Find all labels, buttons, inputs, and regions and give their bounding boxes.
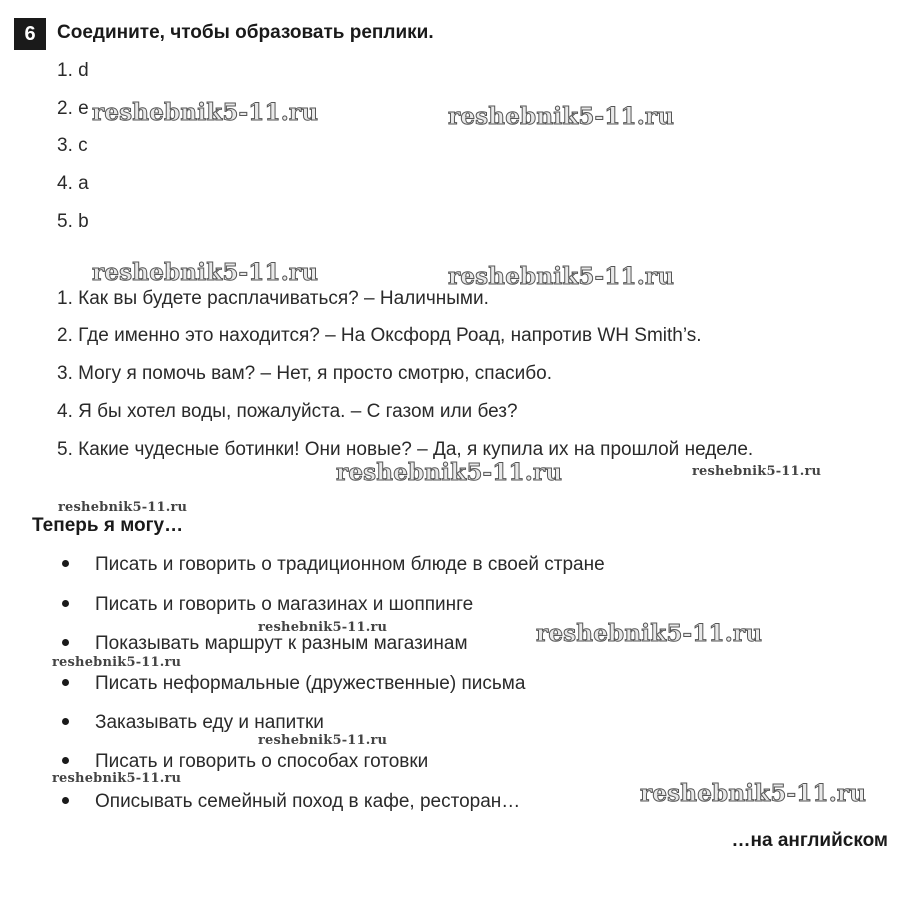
skill-list-item <box>62 672 525 696</box>
match-item: 1. d <box>57 60 89 81</box>
watermark: reshebnik5-11.ru <box>536 620 763 647</box>
match-item: 3. c <box>57 135 88 156</box>
skill-list-item <box>62 632 468 656</box>
match-item: 2. e <box>57 98 89 119</box>
watermark: reshebnik5-11.ru <box>448 103 675 130</box>
watermark: reshebnik5-11.ru <box>692 464 822 479</box>
footer-note: …на английском <box>731 830 888 851</box>
bullet-icon <box>62 639 69 646</box>
dialogue-line: 4. Я бы хотел воды, пожалуйста. – С газом или без? <box>57 401 518 422</box>
bullet-icon <box>62 757 69 764</box>
watermark: reshebnik5-11.ru <box>92 99 319 126</box>
dialogue-line: 1. Как вы будете расплачиваться? – Наличными. <box>57 288 489 309</box>
skill-text: Писать и говорить о традиционном блюде в своей стране <box>95 554 605 575</box>
watermark: reshebnik5-11.ru <box>336 459 563 486</box>
watermark: reshebnik5-11.ru <box>640 780 867 807</box>
skill-list-item <box>62 593 473 617</box>
skill-list-item <box>62 553 605 577</box>
skill-text: Писать и говорить о магазинах и шоппинге <box>95 594 474 615</box>
bullet-icon <box>62 600 69 607</box>
dialogue-line: 3. Могу я помочь вам? – Нет, я просто смотрю, спасибо. <box>57 363 552 384</box>
now-i-can-title: Теперь я могу… <box>32 515 184 536</box>
match-item: 4. a <box>57 173 89 194</box>
skill-text: Писать неформальные (дружественные) письма <box>95 673 526 694</box>
bullet-icon <box>62 718 69 725</box>
skill-text: Заказывать еду и напитки <box>95 712 324 733</box>
watermark: reshebnik5-11.ru <box>92 259 319 286</box>
bullet-icon <box>62 797 69 804</box>
watermark: reshebnik5-11.ru <box>448 263 675 290</box>
exercise-number-badge: 6 <box>14 18 46 50</box>
watermark: reshebnik5-11.ru <box>258 620 388 635</box>
skill-list-item <box>62 790 520 814</box>
watermark: reshebnik5-11.ru <box>258 733 388 748</box>
dialogue-line: 5. Какие чудесные ботинки! Они новые? – Да, я купила их на прошлой неделе. <box>57 439 754 460</box>
watermark: reshebnik5-11.ru <box>52 771 182 786</box>
skill-list-item <box>62 711 324 735</box>
bullet-icon <box>62 679 69 686</box>
skill-text: Описывать семейный поход в кафе, ресторан… <box>95 791 521 812</box>
skill-text: Писать и говорить о способах готовки <box>95 751 429 772</box>
watermark: reshebnik5-11.ru <box>52 655 182 670</box>
watermark: reshebnik5-11.ru <box>58 500 188 515</box>
match-item: 5. b <box>57 211 89 232</box>
dialogue-line: 2. Где именно это находится? – На Оксфорд Роад, напротив WH Smith’s. <box>57 325 702 346</box>
skill-text: Показывать маршрут к разным магазинам <box>95 633 468 654</box>
bullet-icon <box>62 560 69 567</box>
exercise-title: Соедините, чтобы образовать реплики. <box>57 22 434 43</box>
